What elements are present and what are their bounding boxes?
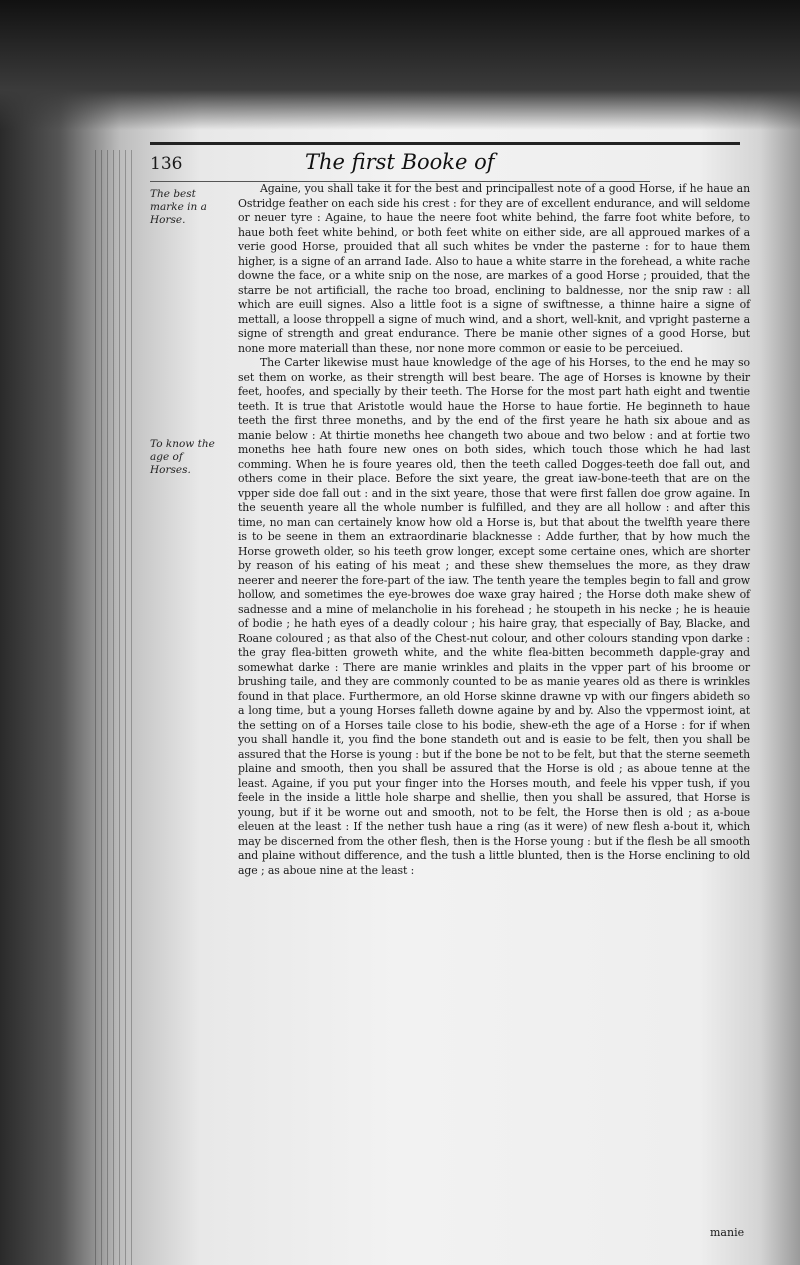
margin-note-age: To know the age of Horses.	[150, 438, 215, 476]
header-rule	[150, 142, 740, 145]
scan-shadow	[0, 0, 800, 130]
paragraph: Againe, you shall take it for the best and principallest note of a good Horse, if he haue an Ostridge feather on each side his crest : for they are of excellent endurance, and will seldome or neuer tyre : Againe, to haue the neere foot white behind, the farre foot white before, to haue both feet white behind, or both feet white on either side, are all approued markes of a verie good Horse, prouided that all such whites be vnder the pasterne : for to haue them higher, is a signe of an arrand Iade. Also to haue a white starre in the forehead, a white rache downe the face, or a white snip on the nose, are markes of a good Horse ; prouided, that the starre be not artificiall, the rache too broad, enclining to baldnesse, nor the snip raw : all which are euill signes. Also a little foot is a signe of swiftnesse, a thinne haire a signe of mettall, a loose throppell a signe of much wind, and a short, well-knit, and vpright pasterne a signe of strength and great endurance. There be manie other signes of a good Horse, but none more materiall than these, nor none more common or easie to be perceiued.	[238, 182, 750, 355]
running-head: The first Booke of	[305, 150, 495, 174]
margin-note-best-marke: The best marke in a Horse.	[150, 188, 207, 226]
page-number: 136	[150, 154, 183, 174]
page-header	[150, 148, 750, 180]
paragraph: The Carter likewise must haue knowledge of the age of his Horses, to the end he may so set them on worke, as their strength will best beare. The age of Horses is knowne by their feet, hoofes, and specially by their teeth. The Horse for the most part hath eight and twentie teeth. It is true that Aristotle would haue the Horse to haue fortie. He beginneth to haue teeth the first three moneths, and by the end of the first yeare he hath six aboue and as manie below : At thirtie moneths hee changeth two aboue and two below : and at fortie two moneths hee hath foure new ones on both sides, which touch those which he had last comming. When he is foure yeares old, then the teeth called Dogges-teeth doe fall out, and others come in their place. Before the sixt yeare, the great iaw-bone-teeth that are on the vpper side doe fall out : and in the sixt yeare, those that were first fallen doe grow againe. In the seuenth yeare all the whole number is fulfilled, and they are all hollow : and after this time, no man can certainely know how old a Horse is, but that about the twelfth yeare there is to be seene in them an extraordinarie blacknesse : Adde further, that by how much the Horse groweth older, so his teeth grow longer, except some certaine ones, which are shorter by reason of his eating of his meat ; and these shew themselues the more, as they draw neerer and neerer the fore-part of the iaw. The tenth yeare the temples begin to fall and grow hollow, and sometimes the eye-browes doe waxe gray haired ; the Horse doth make shew of sadnesse and a mine of melancholie in his forehead ; he stoupeth in his necke ; he is heauie of bodie ; he hath eyes of a deadly colour ; his haire gray, that especially of Bay, Blacke, and Roane coloured ; as that also of the Chest-nut colour, and other colours standing vpon darke : the gray flea-bitten groweth white, and the white flea-bitten becommeth dapple-gray and somewhat darke : There are manie wrinkles and plaits in the vpper part of his broome or brushing taile, and they are commonly counted to be as manie yeares old as there is wrinkles found in that place. Furthermore, an old Horse skinne drawne vp with our fingers abideth so a long time, but a young Horses falleth downe againe by and by. Also the vppermost ioint, at the setting on of a Horses taile close to his bodie, shew-eth the age of a Horse : for if when you shall handle it, you find the bone standeth out and is easie to be felt, then you shall be assured that the Horse is young : but if the bone be not to be felt, but that the sterne seemeth plaine and smooth, then you shall be assured that the Horse is old ; as aboue tenne at the least. Againe, if you put your finger into the Horses mouth, and feele his vpper tush, if you feele in the inside a little hole sharpe and shellie, then you shall be assured, that Horse is young, but if it be worne out and smooth, not to be felt, the Horse then is old ; as a-boue eleuen at the least : If the nether tush haue a ring (as it were) of new flesh a-bout it, which may be discerned from the other flesh, then is the Horse young : but if the flesh be all smooth and plaine without difference, and the tush a little blunted, then is the Horse enclining to old age ; as aboue nine at the least :	[238, 356, 750, 877]
body-text	[238, 182, 750, 878]
page-edges	[95, 150, 135, 1265]
catchword: manie	[710, 1226, 745, 1239]
